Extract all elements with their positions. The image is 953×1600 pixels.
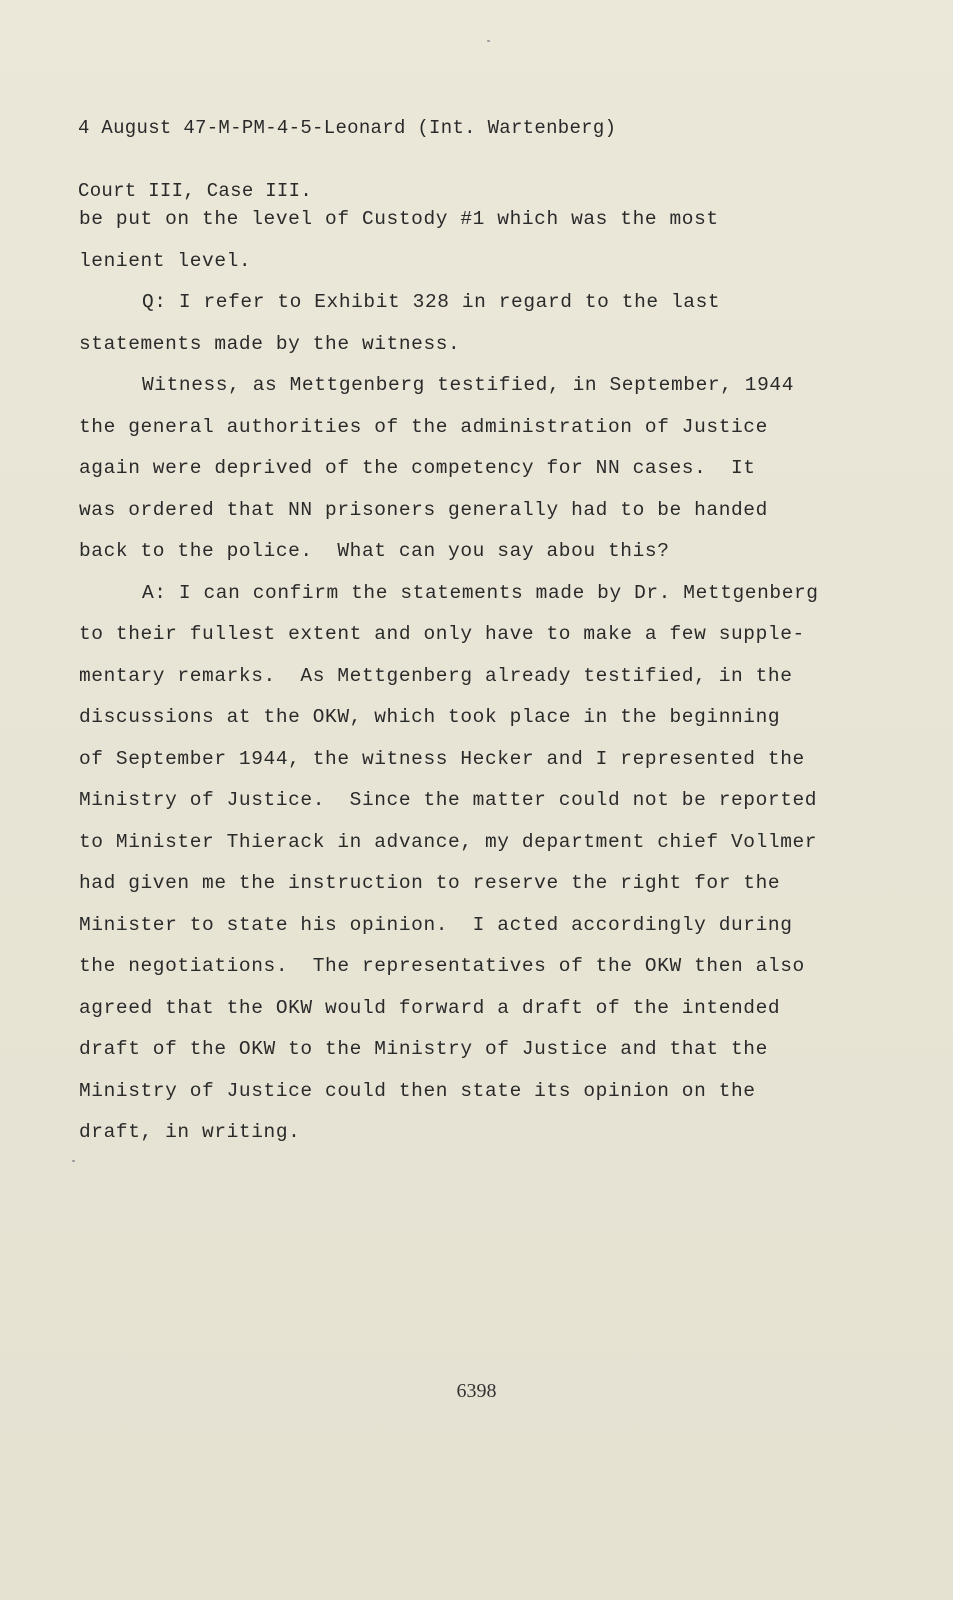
text-line: draft, in writing. [79, 1121, 301, 1143]
text-line: to their fullest extent and only have to make a few supple- [79, 623, 805, 645]
paper-speck [487, 40, 490, 42]
paper-speck [72, 1160, 75, 1162]
text-line: Ministry of Justice. Since the matter could not be reported [79, 789, 818, 811]
text-line: discussions at the OKW, which took place in the beginning [79, 706, 781, 728]
text-line: draft of the OKW to the Ministry of Justice and that the [79, 1038, 768, 1060]
question-line: Q: I refer to Exhibit 328 in regard to the last [142, 291, 721, 313]
text-line: again were deprived of the competency for NN cases. It [79, 457, 756, 479]
header-line-date-session: 4 August 47-M-PM-4-5-Leonard (Int. Wartenberg) [78, 117, 617, 139]
text-line: back to the police. What can you say abou this? [79, 540, 670, 562]
text-line: agreed that the OKW would forward a draft of the intended [79, 996, 781, 1019]
text-line: lenient level. [79, 249, 252, 272]
text-line: the general authorities of the administration of Justice [79, 415, 768, 438]
text-line: the negotiations. The representatives of the OKW then also [79, 955, 805, 977]
header-line-court-case: Court III, Case III. [78, 180, 313, 202]
page-number: 6398 [456, 1380, 497, 1402]
text-line: Witness, as Mettgenberg testified, in September, 1944 [142, 374, 795, 396]
text-line: Ministry of Justice could then state its opinion on the [79, 1079, 756, 1102]
text-line: be put on the level of Custody #1 which was the most [79, 208, 719, 230]
text-line: had given me the instruction to reserve the right for the [79, 872, 781, 894]
text-line: Minister to state his opinion. I acted accordingly during [79, 913, 793, 936]
text-line: of September 1944, the witness Hecker and I represented the [79, 747, 805, 770]
text-line: to Minister Thierack in advance, my department chief Vollmer [79, 830, 818, 853]
answer-line: A: I can confirm the statements made by Dr. Mettgenberg [142, 581, 819, 604]
text-line: mentary remarks. As Mettgenberg already testified, in the [79, 664, 793, 687]
transcript-body [79, 199, 859, 1154]
text-line: statements made by the witness. [79, 332, 461, 355]
text-line: was ordered that NN prisoners generally had to be handed [79, 498, 768, 521]
